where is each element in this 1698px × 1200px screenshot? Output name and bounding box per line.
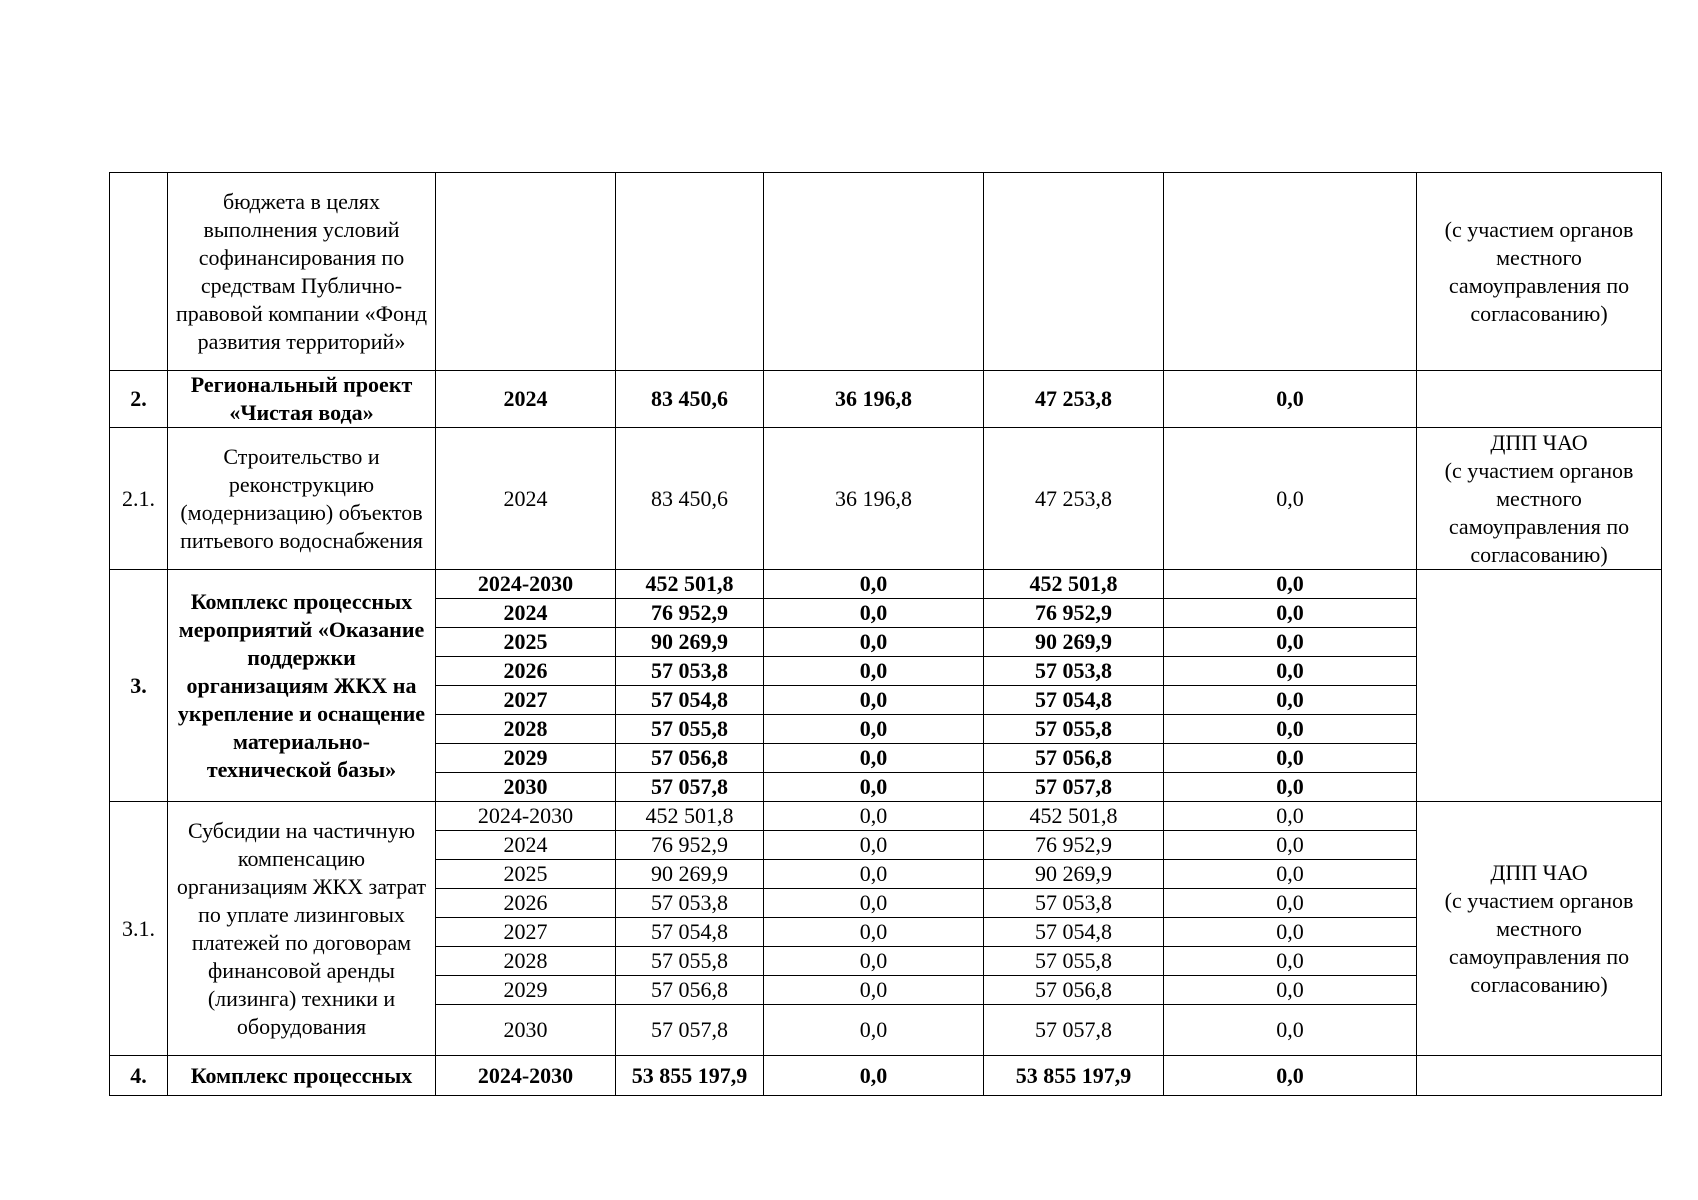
cell-federal: 0,0 xyxy=(764,1056,984,1096)
cell-year: 2026 xyxy=(436,657,616,686)
row-name: Региональный проект «Чистая вода» xyxy=(168,371,436,428)
cell-year: 2024-2030 xyxy=(436,802,616,831)
cell-regional: 57 053,8 xyxy=(984,889,1164,918)
cell-year: 2025 xyxy=(436,628,616,657)
cell-regional: 57 053,8 xyxy=(984,657,1164,686)
cell-local: 0,0 xyxy=(1164,860,1417,889)
cell-local: 0,0 xyxy=(1164,1056,1417,1096)
cell-local: 0,0 xyxy=(1164,686,1417,715)
cell-federal: 0,0 xyxy=(764,773,984,802)
cell-executor xyxy=(1417,570,1662,802)
cell-year: 2027 xyxy=(436,918,616,947)
cell-year: 2028 xyxy=(436,715,616,744)
cell-federal: 36 196,8 xyxy=(764,428,984,570)
cell-year: 2030 xyxy=(436,773,616,802)
cell-year: 2024 xyxy=(436,428,616,570)
row-name: бюджета в целях выполнения условий софинансирования по средствам Публично-правовой компании «Фонд развития территорий» xyxy=(168,173,436,371)
cell-year: 2024 xyxy=(436,371,616,428)
table-row-3 xyxy=(110,570,1662,599)
cell-executor xyxy=(1417,371,1662,428)
financing-table xyxy=(109,172,1662,1096)
cell-regional: 57 054,8 xyxy=(984,686,1164,715)
cell-executor xyxy=(1417,802,1662,1056)
cell-local: 0,0 xyxy=(1164,371,1417,428)
cell-regional: 90 269,9 xyxy=(984,860,1164,889)
cell-federal: 0,0 xyxy=(764,976,984,1005)
cell-total: 76 952,9 xyxy=(616,599,764,628)
cell-regional: 452 501,8 xyxy=(984,570,1164,599)
cell-local: 0,0 xyxy=(1164,889,1417,918)
cell-year xyxy=(436,173,616,371)
cell-federal: 0,0 xyxy=(764,628,984,657)
cell-federal: 0,0 xyxy=(764,947,984,976)
cell-regional: 57 056,8 xyxy=(984,976,1164,1005)
cell-federal: 0,0 xyxy=(764,889,984,918)
cell-regional: 57 056,8 xyxy=(984,744,1164,773)
cell-regional: 452 501,8 xyxy=(984,802,1164,831)
row-name: Комплекс процессных мероприятий «Оказание поддержки организациям ЖКХ на укрепление и оснащение материально-технической базы» xyxy=(168,570,436,802)
cell-regional xyxy=(984,173,1164,371)
cell-federal xyxy=(764,173,984,371)
cell-total: 57 053,8 xyxy=(616,889,764,918)
cell-year: 2026 xyxy=(436,889,616,918)
cell-regional: 76 952,9 xyxy=(984,831,1164,860)
cell-federal: 0,0 xyxy=(764,570,984,599)
cell-total: 76 952,9 xyxy=(616,831,764,860)
cell-year: 2030 xyxy=(436,1005,616,1056)
cell-total: 90 269,9 xyxy=(616,628,764,657)
row-number xyxy=(110,173,168,371)
cell-total: 452 501,8 xyxy=(616,802,764,831)
cell-total: 57 057,8 xyxy=(616,773,764,802)
table-row-4 xyxy=(110,1056,1662,1096)
cell-executor: (с участием органов местного самоуправления по согласованию) xyxy=(1417,173,1662,371)
cell-federal: 0,0 xyxy=(764,802,984,831)
cell-total: 57 056,8 xyxy=(616,976,764,1005)
cell-year: 2024 xyxy=(436,599,616,628)
cell-regional: 76 952,9 xyxy=(984,599,1164,628)
cell-federal: 0,0 xyxy=(764,860,984,889)
cell-regional: 57 055,8 xyxy=(984,947,1164,976)
cell-regional: 47 253,8 xyxy=(984,371,1164,428)
row-number: 3. xyxy=(110,570,168,802)
cell-federal: 36 196,8 xyxy=(764,371,984,428)
cell-local: 0,0 xyxy=(1164,599,1417,628)
cell-executor xyxy=(1417,428,1662,570)
cell-total: 57 057,8 xyxy=(616,1005,764,1056)
cell-total: 90 269,9 xyxy=(616,860,764,889)
cell-total: 57 055,8 xyxy=(616,715,764,744)
cell-total: 57 053,8 xyxy=(616,657,764,686)
cell-total: 83 450,6 xyxy=(616,371,764,428)
cell-total: 57 054,8 xyxy=(616,918,764,947)
row-name: Субсидии на частичную компенсацию организациям ЖКХ затрат по уплате лизинговых платежей по договорам финансовой аренды (лизинга) техники и оборудования xyxy=(168,802,436,1056)
cell-local: 0,0 xyxy=(1164,831,1417,860)
cell-year: 2024-2030 xyxy=(436,1056,616,1096)
cell-year: 2024 xyxy=(436,831,616,860)
cell-federal: 0,0 xyxy=(764,744,984,773)
cell-local: 0,0 xyxy=(1164,976,1417,1005)
cell-local: 0,0 xyxy=(1164,802,1417,831)
cell-year: 2025 xyxy=(436,860,616,889)
row-name: Комплекс процессных xyxy=(168,1056,436,1096)
cell-local: 0,0 xyxy=(1164,628,1417,657)
row-name: Строительство и реконструкцию (модернизацию) объектов питьевого водоснабжения xyxy=(168,428,436,570)
cell-federal: 0,0 xyxy=(764,918,984,947)
cell-local xyxy=(1164,173,1417,371)
cell-total: 452 501,8 xyxy=(616,570,764,599)
cell-local: 0,0 xyxy=(1164,657,1417,686)
row-number: 4. xyxy=(110,1056,168,1096)
cell-regional: 57 057,8 xyxy=(984,773,1164,802)
row-number: 2.1. xyxy=(110,428,168,570)
cell-total: 57 056,8 xyxy=(616,744,764,773)
cell-regional: 57 057,8 xyxy=(984,1005,1164,1056)
table-row-2 xyxy=(110,371,1662,428)
cell-regional: 57 055,8 xyxy=(984,715,1164,744)
cell-local: 0,0 xyxy=(1164,428,1417,570)
cell-local: 0,0 xyxy=(1164,570,1417,599)
cell-year: 2028 xyxy=(436,947,616,976)
cell-total xyxy=(616,173,764,371)
cell-federal: 0,0 xyxy=(764,657,984,686)
executor-title: ДПП ЧАО xyxy=(1490,859,1588,885)
cell-federal: 0,0 xyxy=(764,686,984,715)
cell-regional: 57 054,8 xyxy=(984,918,1164,947)
cell-federal: 0,0 xyxy=(764,1005,984,1056)
cell-federal: 0,0 xyxy=(764,599,984,628)
cell-total: 57 054,8 xyxy=(616,686,764,715)
row-number: 3.1. xyxy=(110,802,168,1056)
cell-local: 0,0 xyxy=(1164,947,1417,976)
cell-local: 0,0 xyxy=(1164,918,1417,947)
cell-local: 0,0 xyxy=(1164,773,1417,802)
table-row-continuation xyxy=(110,173,1662,371)
cell-local: 0,0 xyxy=(1164,1005,1417,1056)
cell-year: 2029 xyxy=(436,976,616,1005)
cell-federal: 0,0 xyxy=(764,715,984,744)
cell-regional: 53 855 197,9 xyxy=(984,1056,1164,1096)
cell-regional: 90 269,9 xyxy=(984,628,1164,657)
table-row-3-1 xyxy=(110,802,1662,831)
cell-local: 0,0 xyxy=(1164,715,1417,744)
executor-note: (с участием органов местного самоуправления по согласованию) xyxy=(1444,457,1634,567)
cell-local: 0,0 xyxy=(1164,744,1417,773)
cell-year: 2024-2030 xyxy=(436,570,616,599)
cell-total: 83 450,6 xyxy=(616,428,764,570)
cell-regional: 47 253,8 xyxy=(984,428,1164,570)
cell-year: 2029 xyxy=(436,744,616,773)
cell-federal: 0,0 xyxy=(764,831,984,860)
cell-executor xyxy=(1417,1056,1662,1096)
cell-total: 53 855 197,9 xyxy=(616,1056,764,1096)
cell-year: 2027 xyxy=(436,686,616,715)
executor-title: ДПП ЧАО xyxy=(1490,429,1588,455)
table-row-2-1 xyxy=(110,428,1662,570)
cell-total: 57 055,8 xyxy=(616,947,764,976)
row-number: 2. xyxy=(110,371,168,428)
executor-note: (с участием органов местного самоуправления по согласованию) xyxy=(1444,887,1634,997)
